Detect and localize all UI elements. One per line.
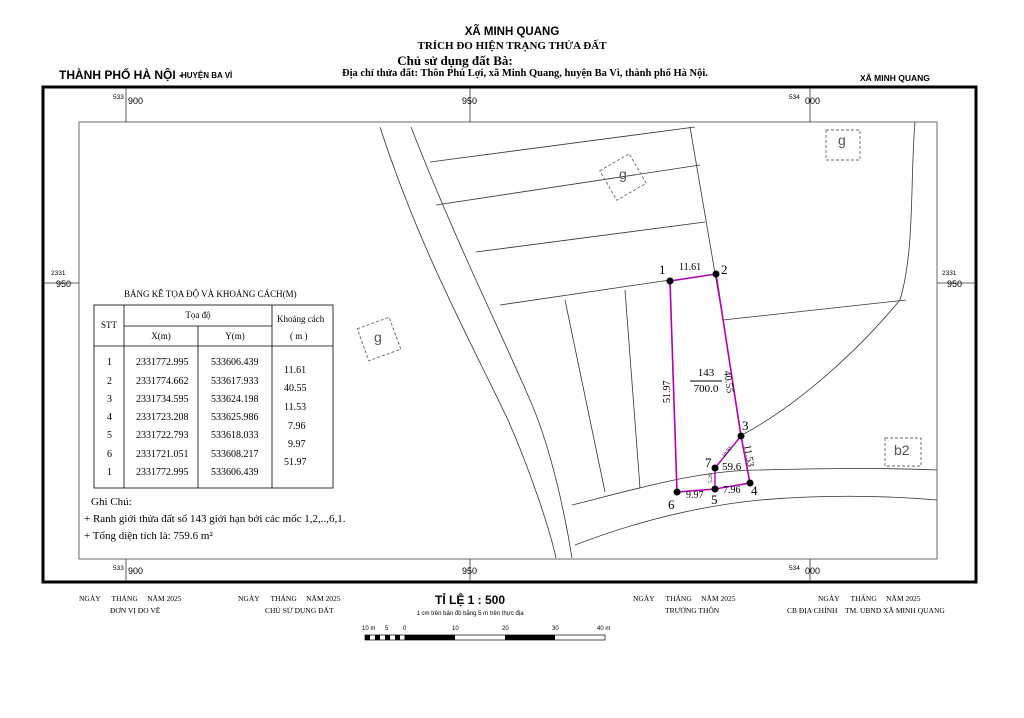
map-sheet-number: 700.0 (693, 383, 719, 395)
grid-label: 950 (462, 566, 478, 576)
grid-label: 000 (805, 96, 821, 106)
table-cell-stt: 5 (107, 430, 112, 441)
signature-role: CHỦ SỬ DỤNG ĐẤT (265, 606, 334, 615)
grid-label: 950 (56, 279, 72, 289)
table-cell-distance: 11.61 (284, 365, 307, 376)
col-header-y: Y(m) (225, 331, 245, 341)
grid-label-prefix: 534 (789, 565, 800, 572)
table-cell-stt: 4 (107, 412, 112, 423)
scale-bar-label: 40 m (597, 626, 611, 632)
grid-label-prefix: 534 (789, 94, 800, 101)
edge-length: 40.55 (721, 370, 736, 394)
scale-note: 1 cm trên bản đồ bằng 5 m trên thực địa (416, 611, 524, 617)
land-type-symbol: g (374, 329, 382, 345)
col-header-x: X(m) (151, 331, 171, 341)
signature-role: CB ĐỊA CHÍNH (787, 606, 838, 615)
table-cell-distance: 9.97 (288, 439, 306, 450)
coord-table-title: BẢNG KÊ TỌA ĐỘ VÀ KHOẢNG CÁCH(M) (124, 289, 297, 299)
notes-line: + Ranh giới thửa đất số 143 giới hạn bởi các mốc 1,2,..,6,1. (84, 513, 346, 525)
edge-length: 5.29 (708, 473, 714, 483)
grid-label-prefix: 2331 (942, 270, 957, 277)
signature-date: NGÀY THÁNG NĂM 2025 (633, 594, 736, 603)
grid-label: 950 (462, 96, 478, 106)
col-header-distance-unit: ( m ) (290, 331, 308, 341)
scale-bar (365, 635, 605, 640)
scale-bar-label: 10 m (362, 626, 376, 632)
signature-date: NGÀY THÁNG NĂM 2025 (238, 594, 341, 603)
table-cell-y: 533625.986 (211, 412, 259, 423)
land-type-symbol: g (619, 166, 627, 182)
district-label: HUYỆN BA VÌ (181, 71, 233, 80)
grid-label: 900 (128, 566, 144, 576)
col-header-distance: Khoảng cách (277, 314, 325, 324)
point-number: 1 (659, 262, 666, 277)
scale-bar-label: 10 (452, 626, 459, 632)
table-cell-y: 533624.198 (211, 394, 259, 405)
grid-label-prefix: 533 (113, 94, 124, 101)
edge-length: 7.96 (723, 485, 741, 496)
edge-length: 10.93 (721, 445, 734, 459)
signature-role: TM. UBND XÃ MINH QUANG (845, 606, 945, 615)
grid-label-prefix: 2331 (51, 270, 66, 277)
table-cell-y: 533606.439 (211, 467, 259, 478)
point-number: 3 (742, 418, 749, 433)
commune-label-right: XÃ MINH QUANG (860, 73, 930, 83)
notes-line: + Tổng diện tích là: 759.6 m² (84, 530, 213, 542)
signature-date: NGÀY THÁNG NĂM 2025 (818, 594, 921, 603)
table-cell-x: 2331722.793 (136, 430, 189, 441)
parcel-number: 143 (697, 367, 715, 379)
table-cell-x: 2331723.208 (136, 412, 189, 423)
land-type-symbol: b2 (894, 442, 910, 458)
owner-label: Chủ sử dụng đất Bà: (397, 53, 513, 68)
point-number: 5 (711, 492, 718, 507)
table-cell-stt: 6 (107, 449, 112, 460)
grid-ticks (44, 88, 975, 581)
table-cell-x: 2331772.995 (136, 357, 189, 368)
point-number: 4 (751, 483, 758, 498)
table-cell-x: 2331772.995 (136, 467, 189, 478)
table-cell-y: 533618.033 (211, 430, 259, 441)
table-cell-stt: 3 (107, 394, 112, 405)
col-header-stt: STT (101, 320, 118, 330)
city-label: THÀNH PHỐ HÀ NỘI - (59, 68, 183, 82)
grid-label: 000 (805, 566, 821, 576)
outer-frame (43, 87, 976, 582)
table-cell-y: 533617.933 (211, 376, 259, 387)
parcel-area: 59.6 (722, 461, 742, 473)
notes-title: Ghi Chú: (91, 496, 132, 508)
table-cell-y: 533608.217 (211, 449, 259, 460)
table-cell-stt: 1 (107, 357, 112, 368)
table-cell-stt: 2 (107, 376, 112, 387)
commune-title: XÃ MINH QUANG (464, 26, 560, 38)
signature-date: NGÀY THÁNG NĂM 2025 (79, 594, 182, 603)
point-number: 6 (668, 497, 675, 512)
land-boundaries (380, 122, 937, 558)
table-cell-distance: 7.96 (288, 421, 306, 432)
table-cell-x: 2331721.051 (136, 449, 189, 460)
parcel-address: Địa chỉ thửa đất: Thôn Phú Lợi, xã Minh Quang, huyện Ba Vì, thành phố Hà Nội. (342, 68, 708, 79)
edge-length: 11.53 (741, 444, 756, 468)
marker-point (713, 271, 720, 278)
edge-length: 11.61 (679, 262, 702, 273)
table-cell-x: 2331734.595 (136, 394, 189, 405)
edge-length: 9.97 (686, 490, 704, 501)
point-number: 2 (721, 262, 728, 277)
table-cell-y: 533606.439 (211, 357, 259, 368)
scale-bar-label: 5 (385, 626, 389, 632)
table-cell-distance: 51.97 (284, 457, 307, 468)
table-cell-distance: 11.53 (284, 402, 307, 413)
table-cell-distance: 40.55 (284, 383, 307, 394)
grid-label-prefix: 533 (113, 565, 124, 572)
col-header-coord: Tọa độ (185, 310, 211, 320)
point-number: 7 (705, 455, 712, 470)
scale-bar-label: 30 (552, 626, 559, 632)
grid-label: 900 (128, 96, 144, 106)
document-title: TRÍCH ĐO HIỆN TRẠNG THỬA ĐẤT (417, 40, 607, 52)
table-cell-stt: 1 (107, 467, 112, 478)
marker-point (712, 465, 719, 472)
edge-length: 51.97 (662, 380, 673, 403)
scale-bar-label: 0 (403, 626, 407, 632)
signature-role: TRƯỞNG THÔN (665, 606, 720, 615)
map-area-frame (79, 122, 937, 559)
signature-role: ĐƠN VỊ ĐO VẼ (110, 606, 161, 615)
land-type-symbol: g (838, 132, 846, 148)
scale-bar-label: 20 (502, 626, 509, 632)
grid-label: 950 (947, 279, 963, 289)
map-scale: TỈ LỆ 1 : 500 (434, 593, 506, 607)
table-cell-x: 2331774.662 (136, 376, 189, 387)
building-symbols (357, 130, 921, 466)
marker-point (674, 489, 681, 496)
marker-point (667, 278, 674, 285)
